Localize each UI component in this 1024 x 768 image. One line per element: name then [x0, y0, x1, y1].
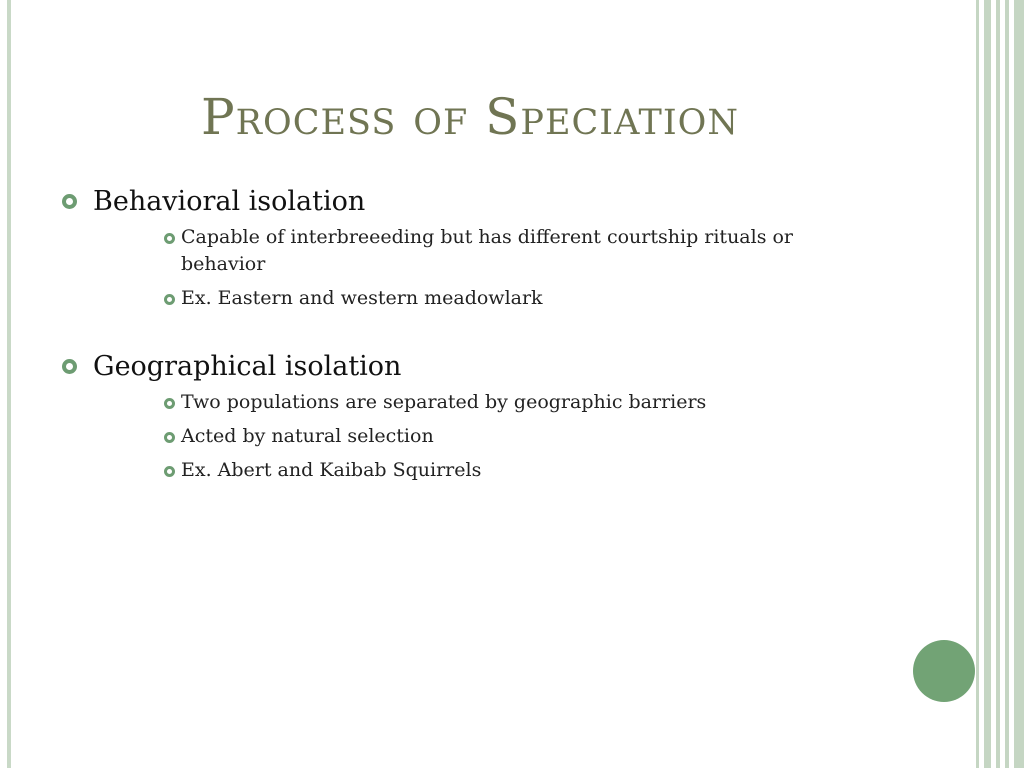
section-spacer [62, 319, 942, 345]
ring-bullet-icon [164, 233, 175, 244]
green-circle-decoration [913, 640, 975, 702]
sub-bullet-item [164, 389, 841, 416]
sub-bullet-text: Acted by natural selection [181, 425, 434, 447]
sub-bullet-text: Two populations are separated by geographic barriers [181, 391, 707, 413]
sub-bullet-text: Capable of interbreeeding but has different courtship rituals or behavior [181, 226, 794, 275]
ring-bullet-icon [164, 398, 175, 409]
border-stripe [984, 0, 991, 768]
ring-bullet-icon [62, 194, 77, 209]
border-stripe [996, 0, 1000, 768]
bullet-level1 [62, 180, 942, 224]
bullet-section-geographical [62, 345, 942, 484]
bullet-level1 [62, 345, 942, 389]
sub-bullet-item [164, 224, 841, 278]
sub-bullet-text: Ex. Abert and Kaibab Squirrels [181, 459, 482, 481]
ring-bullet-icon [164, 432, 175, 443]
ring-bullet-icon [62, 359, 77, 374]
bullet-heading: Geographical isolation [93, 351, 402, 382]
sub-bullet-list [62, 224, 942, 312]
sub-bullet-item [164, 457, 841, 484]
slide-title: Process of Speciation [201, 88, 739, 146]
bullet-heading: Behavioral isolation [93, 186, 366, 217]
sub-bullet-item [164, 423, 841, 450]
border-stripe [1014, 0, 1024, 768]
slide-body [62, 180, 942, 491]
bullet-section-behavioral [62, 180, 942, 312]
ring-bullet-icon [164, 294, 175, 305]
sub-bullet-text: Ex. Eastern and western meadowlark [181, 287, 543, 309]
border-stripe [976, 0, 979, 768]
sub-bullet-list [62, 389, 942, 484]
ring-bullet-icon [164, 466, 175, 477]
sub-bullet-item [164, 285, 841, 312]
border-stripe [1005, 0, 1009, 768]
